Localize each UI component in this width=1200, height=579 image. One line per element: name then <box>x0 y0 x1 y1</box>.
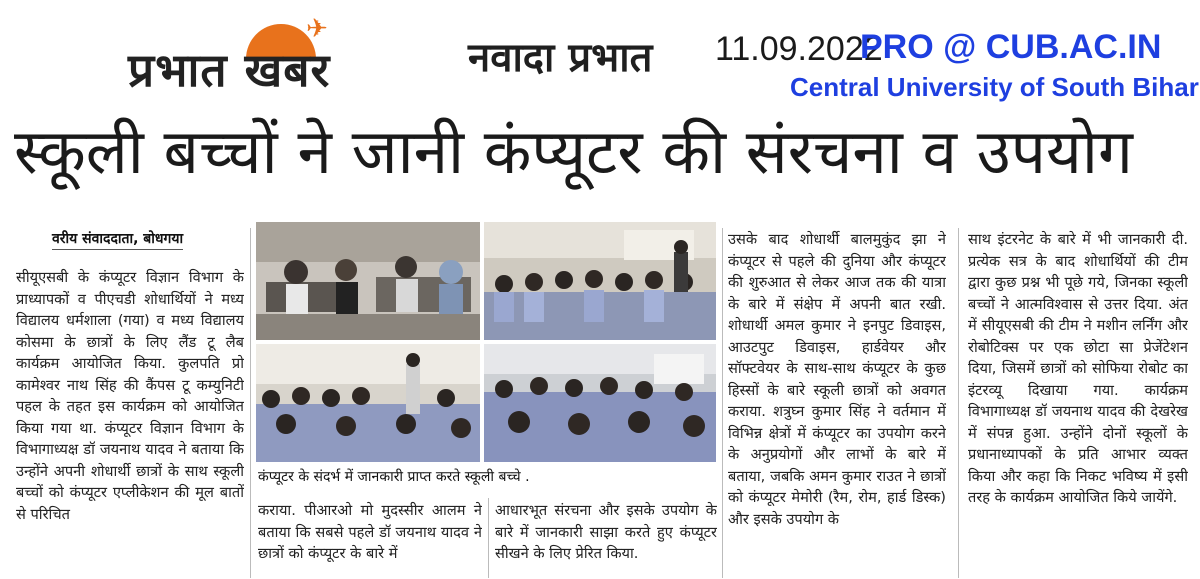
photo-lab-session <box>256 222 480 340</box>
article-headline: स्कूली बच्चों ने जानी कंप्यूटर की संरचना व उपयोग <box>14 115 1133 188</box>
photo-caption: कंप्यूटर के संदर्भ में जानकारी प्राप्त करते स्कूली बच्चे . <box>258 469 530 485</box>
edition-name: नवादा प्रभात <box>468 35 653 81</box>
article-column-2a: कराया. पीआरओ मो मुदस्सीर आलम ने बताया कि सबसे पहले डॉ जयनाथ यादव ने छात्रों को कंप्यूटर के बारे में <box>258 502 482 562</box>
article-column-2b: आधारभूत संरचना और इसके उपयोग के बारे में जानकारी साझा करते हुए कंप्यूटर सीखने के लिए प्रेरित किया. <box>495 502 717 562</box>
newspaper-name: प्रभात खबर <box>128 43 331 97</box>
photo-classroom-2 <box>256 344 480 462</box>
bird-logo-icon: ✈ <box>306 14 328 44</box>
pro-contact: PRO @ CUB.AC.IN <box>860 28 1162 66</box>
byline: वरीय संवाददाता, बोधगया <box>52 229 183 250</box>
column-divider <box>958 228 959 578</box>
column-divider <box>488 498 489 578</box>
article-column-4: साथ इंटरनेट के बारे में भी जानकारी दी. प्रत्येक सत्र के बाद शोधार्थियों की टीम द्वारा कुछ प्रश्न भी पूछे गये, जिनका स्कूली बच्चों ने आत्मविश्वास से उत्तर दिया. अंत में सीयूएसबी की टीम ने मशीन लर्निंग और रोबोटिक्स पर एक छोटा सा प्रेजेंटेशन दिया, जिसमें छात्रों को सोफिया रोबोट का इंटरव्यू दिखाया गया. कार्यक्रम विभागाध्यक्ष डॉ जयनाथ यादव की देखरेख में संपन्न हुआ. उन्होंने दोनों स्कूलों के प्रधानाध्यापकों के प्रति आभार व्यक्त किया और कहा कि निकट भविष्य में इसी तरह के कार्यक्रम आयोजित किये जायेंगे. <box>968 231 1188 506</box>
photo-collage <box>256 222 716 462</box>
column-divider <box>250 228 251 578</box>
article-column-3: उसके बाद शोधार्थी बालमुकुंद झा ने कंप्यूटर से पहले की दुनिया और कंप्यूटर की शुरुआत से लेकर आज तक की यात्रा के बारे में संक्षेप में अपनी बात रखी. शोधार्थी अमल कुमार ने इनपुट डिवाइस, आउटपुट डिवाइस, हार्डवेयर और सॉफ्टवेयर के साथ-साथ कंप्यूटर के कुछ हिस्सों के बारे स्कूली छात्रों को अवगत कराया. शत्रुघ्न कुमार सिंह ने वर्तमान में विभिन्न क्षेत्रों में कंप्यूटर का उपयोग करने के अनुप्रयोगों और लाभों के बारे में बताया, जबकि अमन कुमार राउत ने छात्रों को कंप्यूटर मेमोरी (रैम, रोम, हार्ड डिस्क) और इसके उपयोग के <box>728 231 946 528</box>
photo-classroom-3 <box>484 344 716 462</box>
column-divider <box>722 228 723 578</box>
article-column-1: सीयूएसबी के कंप्यूटर विज्ञान विभाग के प्राध्यापकों व पीएचडी शोधार्थियों ने मध्य विद्यालय धर्मशाला (गया) व मध्य विद्यालय कोसमा के छात्रों के लिए लैंड टू लैब कार्यक्रम आयोजित किया. कुलपति प्रो कामेश्वर नाथ सिंह की कैंपस टू कम्युनिटी पहल के तहत इस कार्यक्रम को आयोजित किया गया था. कंप्यूटर विज्ञान विभाग के विभागाध्यक्ष डॉ जयनाथ यादव ने बताया कि उन्होंने अपनी शोधार्थी छात्रों के साथ स्कूली बच्चों को कंप्यूटर एप्लीकेशन की मूल बातों से परिचित <box>16 269 244 523</box>
university-name: Central University of South Bihar <box>790 72 1199 102</box>
publication-date: 11.09.2022 <box>715 30 883 68</box>
newspaper-logo <box>128 14 428 97</box>
photo-classroom-1 <box>484 222 716 340</box>
